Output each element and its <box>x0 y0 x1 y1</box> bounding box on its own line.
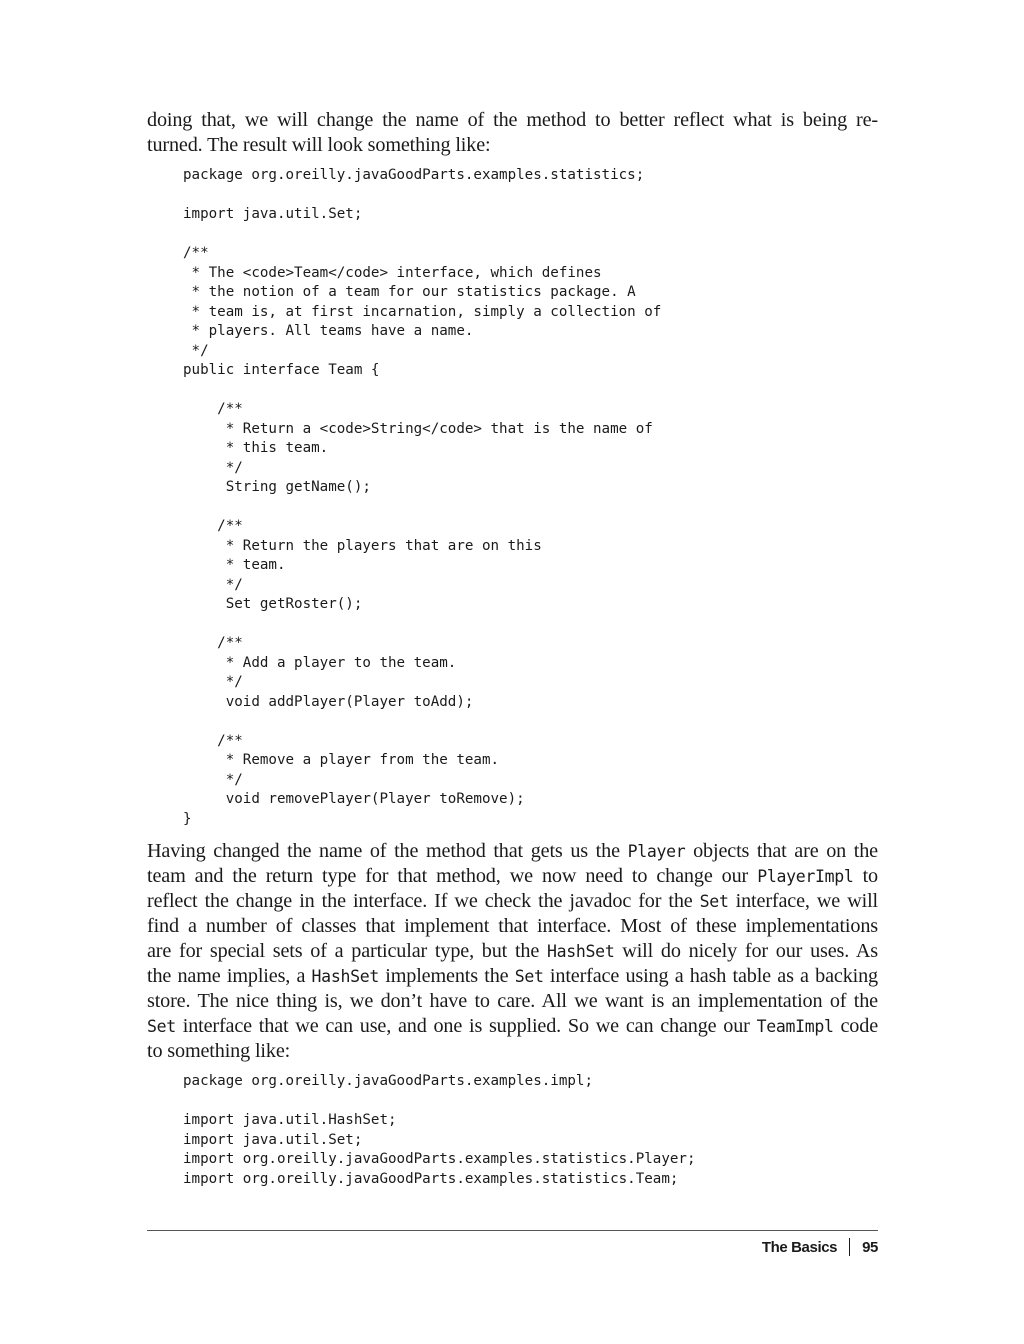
page-body <box>147 108 878 1189</box>
text-run: code <box>833 1015 879 1037</box>
text-line <box>147 1039 878 1064</box>
inline-code: Set <box>147 1017 176 1036</box>
inline-code: HashSet <box>311 967 379 986</box>
text-line <box>147 914 878 939</box>
inline-code: TeamImpl <box>756 1017 834 1036</box>
footer-divider <box>147 1230 878 1231</box>
text-line <box>147 939 878 964</box>
text-run: implements the <box>378 965 515 987</box>
text-run: team and the return type for that method, we now need to change our <box>147 865 758 887</box>
inline-code: HashSet <box>547 942 615 961</box>
code-listing-teamimpl-imports: package org.oreilly.javaGoodParts.examples.impl; import java.util.HashSet; import java.util.Set; import org.oreilly.javaGoodParts.examples.statistics.Player; import org.oreilly.javaGoodParts.examples.statistics.Team; <box>183 1073 696 1187</box>
text-run: are for special sets of a particular type, but the <box>147 940 548 962</box>
text-run: interface that we can use, and one is supplied. So we can change our <box>175 1015 757 1037</box>
footer-separator <box>849 1238 850 1256</box>
text-run: Having changed the name of the method that gets us the <box>147 840 628 862</box>
inline-code: Set <box>514 967 544 986</box>
text-line <box>147 989 878 1014</box>
text-line: doing that, we will change the name of the method to better reflect what is being re- <box>147 109 878 131</box>
footer-section-title: The Basics <box>761 1238 838 1256</box>
paragraph-hashset-explanation <box>147 839 878 1064</box>
text-run: reflect the change in the interface. If we check the javadoc for the <box>147 890 700 912</box>
text-line <box>147 1014 878 1039</box>
text-line <box>147 964 878 989</box>
text-run: interface, we will <box>728 890 878 912</box>
code-listing-team-interface: package org.oreilly.javaGoodParts.examples.statistics; import java.util.Set; /** * The <code>Team</code> interface, which defines * the notion of a team for our statistics package. A * team is, at first incarnation, simply a collection of * players. All teams have a name. */ public interface Team { /** * Return a <code>String</code> that is the name of * this team. */ String getName(); /** * Return the players that are on this * team. */ Set getRoster(); /** * Add a player to the team. */ void addPlayer(Player toAdd); /** * Remove a player from the team. */ void removePlayer(Player toRemove); } <box>183 167 662 827</box>
inline-code: Set <box>699 892 729 911</box>
text-run: find a number of classes that implement that interface. Most of these implementations <box>147 915 878 937</box>
text-line: turned. The result will look something like: <box>147 134 491 156</box>
text-run: to something like: <box>147 1040 291 1062</box>
text-run: will do nicely for our uses. As <box>614 940 878 962</box>
text-run: the name implies, a <box>147 965 312 987</box>
inline-code: Player <box>627 842 686 861</box>
inline-code: PlayerImpl <box>757 867 854 886</box>
text-run: objects that are on the <box>685 840 878 862</box>
text-run: interface using a hash table as a backing <box>543 965 878 987</box>
paragraph-intro <box>147 108 878 158</box>
text-run: to <box>853 865 878 887</box>
text-line <box>147 864 878 889</box>
page-footer <box>762 1238 878 1256</box>
text-line <box>147 839 878 864</box>
text-line <box>147 889 878 914</box>
page-number: 95 <box>862 1238 878 1256</box>
text-run: store. The nice thing is, we don’t have to care. All we want is an implementation of the <box>147 990 878 1012</box>
